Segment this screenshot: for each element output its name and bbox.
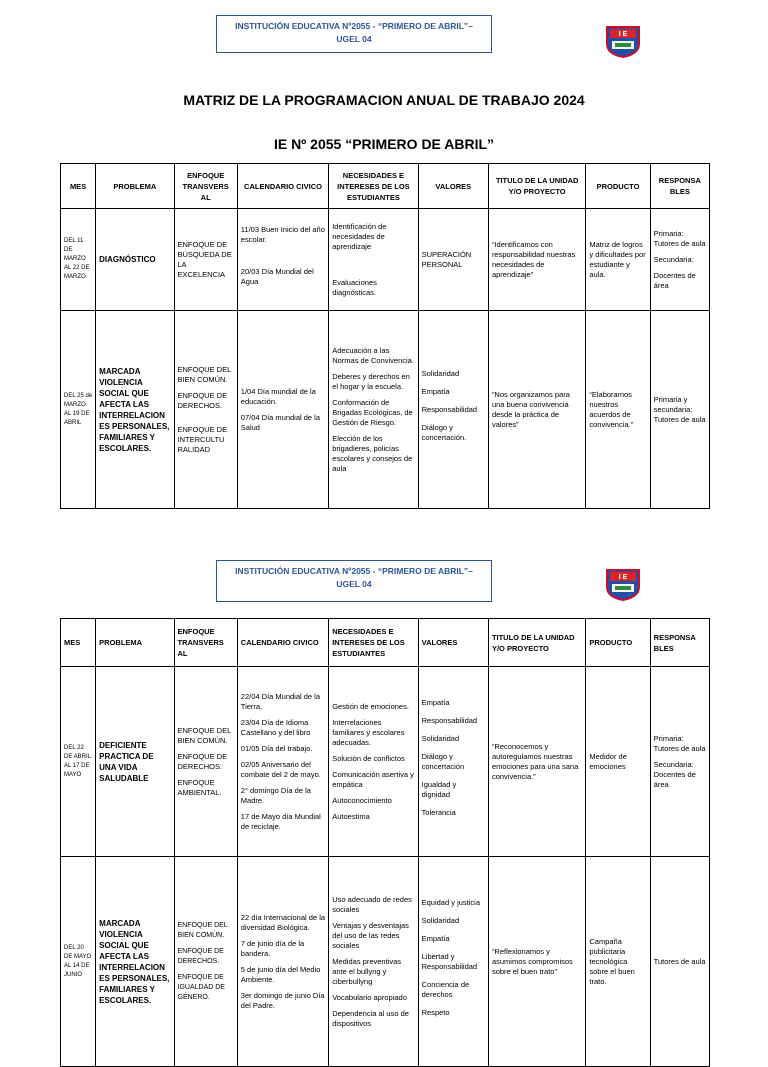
cell-enfoque: ENFOQUE DEL BIEN COMÚN. ENFOQUE DE DERECHOS. ENFOQUE DE INTERCULTU RALIDAD (174, 311, 237, 509)
col-header-responsables: RESPONSA BLES (650, 619, 709, 667)
cell-responsables: Primaria y secundaria: Tutores de aula (650, 311, 709, 509)
institution-header-box (216, 15, 492, 53)
cell-responsables: Primaria: Tutores de aula Secundaria: Docentes de área (650, 667, 709, 857)
institution-name: INSTITUCIÓN EDUCATIVA Nº2055 - “PRIMERO DE ABRIL”– (235, 21, 473, 31)
col-header-mes: MES (61, 619, 96, 667)
col-header-titulo: TITULO DE LA UNIDAD Y/O PROYECTO (488, 164, 585, 209)
cell-enfoque: ENFOQUE DEL BIEN COMÚN. ENFOQUE DE DERECHOS. ENFOQUE AMBIENTAL. (174, 667, 237, 857)
cell-calendario: 1/04 Día mundial de la educación. 07/04 Día mundial de la Salud (237, 311, 328, 509)
col-header-calendario: CALENDARIO CIVICO (237, 164, 328, 209)
school-crest-logo (604, 24, 642, 58)
cell-calendario: 11/03 Buen Inicio del año escolar. 20/03 Día Mundial del Agua (237, 209, 328, 311)
cell-problema: DIAGNÓSTICO (96, 209, 174, 311)
col-header-mes: MES (61, 164, 96, 209)
cell-producto: Campaña publicitaria tecnológica sobre el buen trato. (586, 857, 650, 1067)
institution-name: INSTITUCIÓN EDUCATIVA Nº2055 - “PRIMERO DE ABRIL”– (235, 566, 473, 576)
cell-necesidades: Adecuación a las Normas de Convivencia. Deberes y derechos en el hogar y la escuela. Conformación de Brigadas Ecológicas, de Gestión de Riesgo. Elección de los brigadieres, policías escolares y consejos de aula (329, 311, 418, 509)
cell-problema: MARCADA VIOLENCIA SOCIAL QUE AFECTA LAS INTERRELACION ES PERSONALES, FAMILIARES Y ESCOLARES. (96, 311, 174, 509)
cell-valores: Solidaridad Empatía Responsabilidad Diálogo y concertación. (418, 311, 488, 509)
cell-necesidades: Uso adecuado de redes sociales Ventajas y desventajas del uso de las redes sociales Medidas preventivas ante el bullyng y ciberbullyng Vocabulario apropiado Dependencia al uso de dispositivos (329, 857, 418, 1067)
institution-header-box (216, 560, 492, 602)
logo-text: I E (618, 31, 628, 38)
cell-mes: DEL 20 DE MAYO AL 14 DE JUNIO (61, 857, 96, 1067)
cell-mes: DEL 25 de MARZO AL 19 DE ABRIL (61, 311, 96, 509)
cell-mes: DEL 11 DE MARZO AL 22 DE MARZO (61, 209, 96, 311)
cell-responsables: Primaria: Tutores de aula Secundaria: Docentes de área (650, 209, 709, 311)
cell-titulo: “Nos organizamos para una buena convivencia desde la práctica de valores” (488, 311, 585, 509)
table-row (61, 667, 710, 857)
col-header-valores: VALORES (418, 619, 488, 667)
cell-valores: SUPERACIÓN PERSONAL (418, 209, 488, 311)
institution-ugel: UGEL 04 (336, 579, 372, 589)
logo-text: I E (618, 574, 628, 581)
col-header-titulo: TITULO DE LA UNIDAD Y/O PROYECTO (488, 619, 585, 667)
col-header-producto: PRODUCTO (586, 619, 650, 667)
col-header-enfoque: ENFOQUE TRANSVERS AL (174, 619, 237, 667)
page-title: MATRIZ DE LA PROGRAMACION ANUAL DE TRABAJO 2024 (183, 92, 585, 108)
cell-enfoque: ENFOQUE DE BÚSQUEDA DE LA EXCELENCIA (174, 209, 237, 311)
cell-producto: “Elaboramos nuestros acuerdos de convivencia.” (586, 311, 650, 509)
cell-producto: Matriz de logros y dificultades por estudiante y aula. (586, 209, 650, 311)
table-row (61, 311, 710, 509)
cell-necesidades: Identificación de necesidades de aprendizaje Evaluaciones diagnósticas. (329, 209, 418, 311)
col-header-problema: PROBLEMA (96, 619, 174, 667)
cell-calendario: 22 día Internacional de la diversidad Biológica. 7 de junio día de la bandera. 5 de junio día del Medio Ambiente. 3er domingo de junio Día del Padre. (237, 857, 328, 1067)
school-crest-logo (604, 567, 642, 601)
col-header-responsables: RESPONSA BLES (650, 164, 709, 209)
institution-ugel: UGEL 04 (336, 34, 372, 44)
table-row (61, 857, 710, 1067)
cell-responsables: Tutores de aula (650, 857, 709, 1067)
cell-calendario: 22/04 Día Mundial de la Tierra. 23/04 Día de Idioma Castellano y del libro 01/05 Día del trabajo. 02/05 Aniversario del combate del 2 de mayo. 2° domingo Día de la Madre. 17 de Mayo día Mundial de reciclaje. (237, 667, 328, 857)
col-header-calendario: CALENDARIO CIVICO (237, 619, 328, 667)
cell-titulo: “Reflexionamos y asumimos compromisos sobre el buen trato” (488, 857, 585, 1067)
cell-valores: Empatía Responsabilidad Solidaridad Diálogo y concertación Igualdad y dignidad Tolerancia (418, 667, 488, 857)
programming-matrix-table (60, 163, 710, 509)
col-header-producto: PRODUCTO (586, 164, 650, 209)
cell-enfoque: ENFOQUE DEL BIEN COMÚN. ENFOQUE DE DERECHOS. ENFOQUE DE IGUALDAD DE GÉNERO. (174, 857, 237, 1067)
cell-titulo: “Identificamos con responsabilidad nuestras necesidades de aprendizaje” (488, 209, 585, 311)
programming-matrix-table (60, 618, 710, 1067)
table-row (61, 209, 710, 311)
col-header-valores: VALORES (418, 164, 488, 209)
table-header-row (61, 619, 710, 667)
table-header-row (61, 164, 710, 209)
col-header-problema: PROBLEMA (96, 164, 174, 209)
col-header-enfoque: ENFOQUE TRANSVERS AL (174, 164, 237, 209)
cell-producto: Medidor de emociones (586, 667, 650, 857)
cell-titulo: “Reconocemos y autoregulamos nuestras emociones para una sana convivencia.” (488, 667, 585, 857)
col-header-necesidades: NECESIDADES E INTERESES DE LOS ESTUDIANTES (329, 619, 418, 667)
col-header-necesidades: NECESIDADES E INTERESES DE LOS ESTUDIANTES (329, 164, 418, 209)
cell-problema: MARCADA VIOLENCIA SOCIAL QUE AFECTA LAS INTERRELACION ES PERSONALES, FAMILIARES Y ESCOLARES. (96, 857, 174, 1067)
cell-necesidades: Gestión de emociones. Interrelaciones familiares y escolares adecuadas. Solución de conflictos Comunicación asertiva y empática Autoconocimiento Autoestima (329, 667, 418, 857)
page-2 (0, 530, 768, 1028)
cell-problema: DEFICIENTE PRACTICA DE UNA VIDA SALUDABLE (96, 667, 174, 857)
page-subtitle: IE Nº 2055 “PRIMERO DE ABRIL” (273, 136, 495, 152)
page-1 (0, 0, 768, 530)
cell-mes: DEL 22 DE ABRIL AL 17 DE MAYO (61, 667, 96, 857)
cell-valores: Equidad y justicia Solidaridad Empatía Libertad y Responsabilidad Conciencia de derechos Respeto (418, 857, 488, 1067)
